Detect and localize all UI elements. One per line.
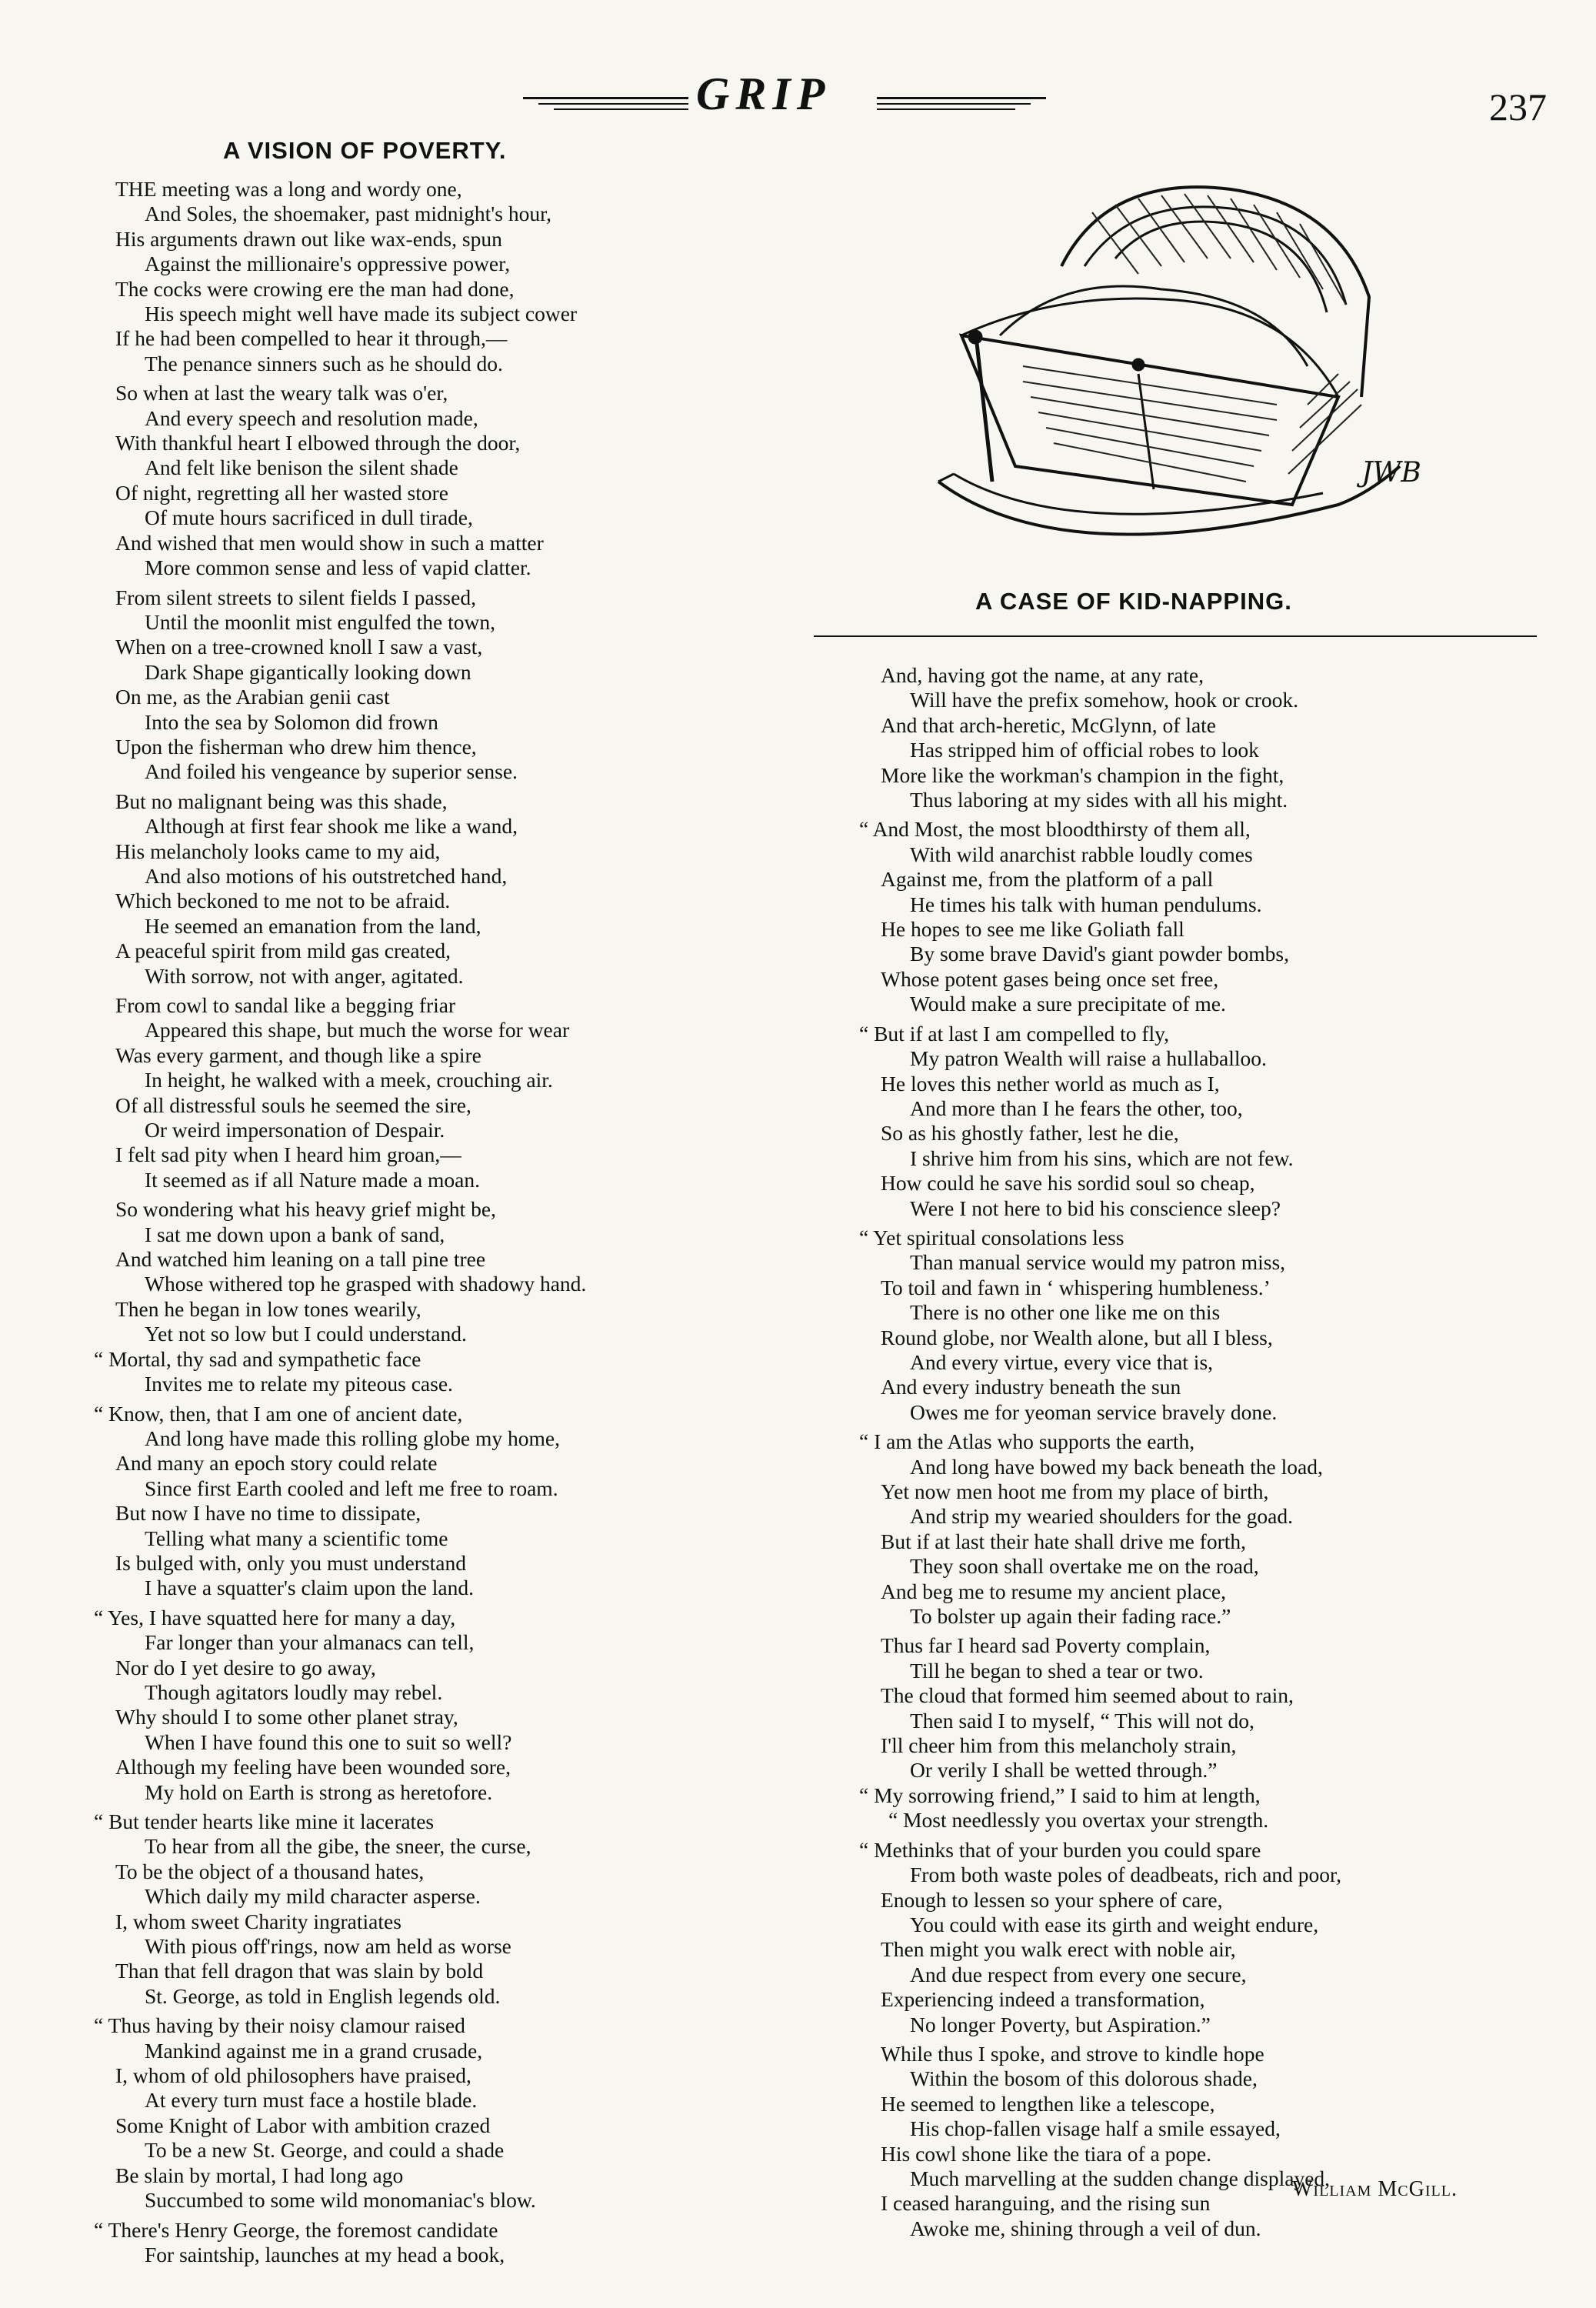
poem-line: “ Know, then, that I am one of ancient date, xyxy=(94,1401,463,1426)
poem-line: Much marvelling at the sudden change displayed, xyxy=(910,2166,1331,2190)
poem-line: For saintship, launches at my head a book, xyxy=(145,2242,505,2266)
cartoon-caption: A CASE OF KID-NAPPING. xyxy=(975,588,1292,615)
poem-line: With wild anarchist rabble loudly comes xyxy=(910,842,1253,866)
poem-line: Telling what many a scientific tome xyxy=(145,1526,448,1550)
poem-line: Thus far I heard sad Poverty complain, xyxy=(881,1633,1211,1658)
poem-line: “ I am the Atlas who supports the earth, xyxy=(859,1429,1195,1454)
masthead-rule-left xyxy=(523,97,688,99)
stanza xyxy=(115,993,586,1192)
poem-line: I'll cheer him from this melancholy strain, xyxy=(881,1733,1237,1758)
poem-line: From cowl to sandal like a begging friar xyxy=(115,993,456,1017)
poem-line: By some brave David's giant powder bombs, xyxy=(910,942,1289,966)
page-number: 237 xyxy=(1489,85,1547,128)
poem-line: Against the millionaire's oppressive power, xyxy=(145,252,511,276)
poem-line: To be a new St. George, and could a shade xyxy=(145,2138,505,2163)
poem-line: And also motions of his outstretched hand, xyxy=(145,863,508,888)
poem-line: And that arch-heretic, McGlynn, of late xyxy=(881,712,1217,737)
poem-line: Into the sea by Solomon did frown xyxy=(145,709,438,734)
poem-line: A peaceful spirit from mild gas created, xyxy=(115,939,451,963)
poem-line: My patron Wealth will raise a hullaballoo. xyxy=(910,1046,1267,1071)
poem-left-column xyxy=(94,177,587,2272)
poem-line: “ My sorrowing friend,” I said to him at length, xyxy=(859,1783,1261,1807)
poem-line: More common sense and less of vapid clatter. xyxy=(145,555,531,580)
stanza xyxy=(881,2042,1341,2241)
poem-line: He hopes to see me like Goliath fall xyxy=(881,917,1185,942)
poem-line: From both waste poles of deadbeats, rich and poor, xyxy=(910,1863,1341,1887)
poem-line: While thus I spoke, and strove to kindle hope xyxy=(881,2041,1264,2066)
poem-line: Until the moonlit mist engulfed the town, xyxy=(145,609,495,634)
poem-line: “ But tender hearts like mine it lacerates xyxy=(94,1809,435,1833)
poem-line: With thankful heart I elbowed through the door, xyxy=(115,431,521,455)
poem-line: He seemed an emanation from the land, xyxy=(145,913,481,938)
poem-line: Thus laboring at my sides with all his might. xyxy=(910,788,1288,812)
poem-line: Or weird impersonation of Despair. xyxy=(145,1118,445,1142)
poem-line: His arguments drawn out like wax-ends, spun xyxy=(115,226,502,251)
poem-line: Were I not here to bid his conscience sleep? xyxy=(910,1196,1281,1220)
poem-line: The penance sinners such as he should do. xyxy=(145,351,503,375)
section-divider xyxy=(814,635,1537,637)
poem-line: Dark Shape gigantically looking down xyxy=(145,659,471,684)
poem-line: To hear from all the gibe, the sneer, the curse, xyxy=(145,1834,531,1859)
poem-line: Although at first fear shook me like a wand, xyxy=(145,814,518,839)
poem-line: He loves this nether world as much as I, xyxy=(881,1071,1220,1096)
stanza xyxy=(115,585,586,785)
poem-line: So as his ghostly father, lest he die, xyxy=(881,1121,1179,1146)
poem-line: Why should I to some other planet stray, xyxy=(115,1705,458,1729)
poem-line: Which beckoned to me not to be afraid. xyxy=(115,889,451,913)
poem-line: And many an epoch story could relate xyxy=(115,1451,438,1476)
poem-line: Enough to lessen so your sphere of care, xyxy=(881,1887,1223,1912)
poem-line: When on a tree-crowned knoll I saw a vast, xyxy=(115,635,483,659)
poem-line: With pious off'rings, now am held as worse xyxy=(145,1934,511,1959)
cradle-illustration xyxy=(908,143,1431,574)
poem-line: St. George, as told in English legends old. xyxy=(145,1983,501,2008)
poem-line: Than that fell dragon that was slain by bold xyxy=(115,1959,484,1983)
poem-line: And due respect from every one secure, xyxy=(910,1962,1247,1986)
poem-line: But if at last their hate shall drive me forth, xyxy=(881,1529,1247,1553)
poem-line: The cocks were crowing ere the man had done, xyxy=(115,276,515,301)
poem-line: Be slain by mortal, I had long ago xyxy=(115,2163,404,2187)
stanza xyxy=(94,1401,586,1601)
poem-line: His cowl shone like the tiara of a pope. xyxy=(881,2141,1211,2166)
poem-line: And watched him leaning on a tall pine tree xyxy=(115,1247,486,1272)
poem-line: Till he began to shed a tear or two. xyxy=(910,1658,1204,1683)
poem-line: Awoke me, shining through a veil of dun. xyxy=(910,2216,1261,2240)
poem-line: When I have found this one to suit so well? xyxy=(145,1729,512,1754)
poem-line: I shrive him from his sins, which are not few. xyxy=(910,1146,1294,1170)
stanza xyxy=(115,789,586,989)
poem-line: Against me, from the platform of a pall xyxy=(881,867,1214,892)
poem-line: “ And Most, the most bloodthirsty of them all, xyxy=(859,817,1251,842)
poem-line: “ Most needlessly you overtax your strength. xyxy=(888,1808,1269,1833)
stanza xyxy=(859,1633,1341,1833)
poem-line: Upon the fisherman who drew him thence, xyxy=(115,734,477,759)
poem-line: It seemed as if all Nature made a moan. xyxy=(145,1167,480,1192)
poem-line: With sorrow, not with anger, agitated. xyxy=(145,963,464,988)
poem-line: And strip my wearied shoulders for the goad. xyxy=(910,1504,1293,1529)
poem-line: And foiled his vengeance by superior sense. xyxy=(145,759,518,784)
poem-line: He seemed to lengthen like a telescope, xyxy=(881,2091,1215,2116)
poem-line: He times his talk with human pendulums. xyxy=(910,892,1262,916)
stanza xyxy=(94,1809,586,2009)
poem-line: Of mute hours sacrificed in dull tirade, xyxy=(145,505,473,530)
poem-line: Invites me to relate my piteous case. xyxy=(145,1372,453,1396)
poem-line: And beg me to resume my ancient place, xyxy=(881,1579,1227,1603)
poem-line: To bolster up again their fading race.” xyxy=(910,1604,1231,1629)
poem-line: “ Thus having by their noisy clamour raised xyxy=(94,2013,465,2038)
masthead-title: GRIP xyxy=(696,68,831,119)
poem-right-column xyxy=(859,663,1341,2246)
stanza xyxy=(94,2013,586,2213)
masthead xyxy=(0,68,1596,132)
poem-line: At every turn must face a hostile blade. xyxy=(145,2088,478,2113)
poem-line: If he had been compelled to hear it through,— xyxy=(115,326,508,351)
poem-line: I felt sad pity when I heard him groan,— xyxy=(115,1142,461,1167)
poem-line: But now I have no time to dissipate, xyxy=(115,1501,421,1526)
poem-line: To be the object of a thousand hates, xyxy=(115,1859,425,1883)
poem-line: My hold on Earth is strong as heretofore. xyxy=(145,1779,493,1804)
poem-line: I have a squatter's claim upon the land. xyxy=(145,1576,475,1600)
poem-line: How could he save his sordid soul so cheap, xyxy=(881,1171,1255,1196)
poem-line: Far longer than your almanacs can tell, xyxy=(145,1630,475,1655)
poem-line: And more than I he fears the other, too, xyxy=(910,1096,1243,1120)
stanza xyxy=(94,1197,587,1396)
poem-line: Than manual service would my patron miss, xyxy=(910,1250,1286,1275)
poem-line: Round globe, nor Wealth alone, but all I bless, xyxy=(881,1325,1273,1349)
poem-line: Yet not so low but I could understand. xyxy=(145,1322,467,1346)
poem-line: Yet now men hoot me from my place of birth, xyxy=(881,1479,1269,1503)
poem-line: Since first Earth cooled and left me free to roam. xyxy=(145,1476,558,1500)
poem-line: I sat me down upon a bank of sand, xyxy=(145,1222,445,1246)
poem-line: Is bulged with, only you must understand xyxy=(115,1550,467,1575)
poem-title: A VISION OF POVERTY. xyxy=(223,137,507,164)
stanza xyxy=(881,663,1341,812)
poem-line: I, whom of old philosophers have praised, xyxy=(115,2063,471,2088)
poem-line: Nor do I yet desire to go away, xyxy=(115,1655,376,1679)
poem-line: Which daily my mild character asperse. xyxy=(145,1884,481,1909)
poem-line: And every speech and resolution made, xyxy=(145,405,478,430)
poem-line: I ceased haranguing, and the rising sun xyxy=(881,2191,1211,2216)
poem-line: Some Knight of Labor with ambition crazed xyxy=(115,2113,491,2137)
poem-line: And, having got the name, at any rate, xyxy=(881,663,1204,687)
poem-line: Was every garment, and though like a spire xyxy=(115,1042,481,1067)
stanza xyxy=(94,1605,586,1805)
stanza xyxy=(859,1429,1341,1629)
poem-line: And every virtue, every vice that is, xyxy=(910,1349,1214,1374)
poem-line: In height, he walked with a meek, crouching air. xyxy=(145,1068,553,1092)
poem-line: Of all distressful souls he seemed the sire, xyxy=(115,1092,471,1117)
poem-line: And Soles, the shoemaker, past midnight's hour, xyxy=(145,202,552,226)
poem-author: William McGill. xyxy=(1292,2177,1458,2201)
poem-line: Experiencing indeed a transformation, xyxy=(881,1987,1205,2012)
poem-line: “ Methinks that of your burden you could spare xyxy=(859,1837,1261,1862)
poem-line: Owes me for yeoman service bravely done. xyxy=(910,1399,1278,1424)
poem-line: You could with ease its girth and weight endure, xyxy=(910,1912,1319,1936)
stanza xyxy=(859,1837,1341,2037)
poem-line: Then he began in low tones wearily, xyxy=(115,1296,421,1321)
poem-line: Has stripped him of official robes to look xyxy=(910,738,1259,762)
poem-line: His melancholy looks came to my aid, xyxy=(115,839,441,863)
poem-line: And felt like benison the silent shade xyxy=(145,455,458,480)
poem-line: Would make a sure precipitate of me. xyxy=(910,992,1226,1016)
poem-line: “ Mortal, thy sad and sympathetic face xyxy=(94,1346,421,1371)
poem-line: On me, as the Arabian genii cast xyxy=(115,685,390,709)
poem-line: The cloud that formed him seemed about to rain, xyxy=(881,1683,1294,1708)
poem-line: But no malignant being was this shade, xyxy=(115,789,448,813)
masthead-rule-right-2 xyxy=(877,103,1031,105)
poem-line: Then said I to myself, “ This will not do, xyxy=(910,1708,1254,1733)
stanza xyxy=(859,1225,1341,1425)
poem-line: To toil and fawn in ‘ whispering humbleness.’ xyxy=(881,1275,1271,1299)
poem-line: And wished that men would show in such a matter xyxy=(115,530,544,555)
poem-line: His speech might well have made its subject cower xyxy=(145,302,578,326)
poem-line: I, whom sweet Charity ingratiates xyxy=(115,1909,401,1933)
poem-line: Or verily I shall be wetted through.” xyxy=(910,1758,1218,1783)
poem-line: Mankind against me in a grand crusade, xyxy=(145,2038,483,2063)
stanza xyxy=(859,1021,1341,1221)
poem-line: So wondering what his heavy grief might be, xyxy=(115,1197,496,1222)
masthead-rule-left-2 xyxy=(538,103,688,105)
artist-signature: JWB xyxy=(1361,457,1421,489)
masthead-rule-right xyxy=(877,97,1046,99)
masthead-rule-right-3 xyxy=(877,108,1015,110)
poem-line: His chop-fallen visage half a smile essayed, xyxy=(910,2116,1281,2141)
poem-line: They soon shall overtake me on the road, xyxy=(910,1554,1259,1579)
poem-line: Whose withered top he grasped with shadowy hand. xyxy=(145,1272,587,1296)
poem-line: No longer Poverty, but Aspiration.” xyxy=(910,2012,1211,2036)
masthead-rule-left-3 xyxy=(554,108,688,110)
poem-line: From silent streets to silent fields I passed, xyxy=(115,585,476,609)
poem-line: Whose potent gases being once set free, xyxy=(881,966,1219,991)
poem-line: Will have the prefix somehow, hook or crook. xyxy=(910,688,1298,712)
stanza xyxy=(94,2217,586,2268)
poem-line: Succumbed to some wild monomaniac's blow. xyxy=(145,2188,536,2213)
poem-line: Within the bosom of this dolorous shade, xyxy=(910,2066,1258,2091)
poem-line: Though agitators loudly may rebel. xyxy=(145,1679,443,1704)
poem-line: “ Yes, I have squatted here for many a day, xyxy=(94,1605,456,1629)
poem-line: There is no other one like me on this xyxy=(910,1300,1221,1325)
poem-line: Then might you walk erect with noble air, xyxy=(881,1937,1236,1962)
poem-line: Of night, regretting all her wasted store xyxy=(115,480,448,505)
poem-line: “ Yet spiritual consolations less xyxy=(859,1225,1125,1249)
poem-line: “ But if at last I am compelled to fly, xyxy=(859,1021,1169,1046)
poem-line: And long have bowed my back beneath the load, xyxy=(910,1454,1323,1479)
poem-line: And every industry beneath the sun xyxy=(881,1375,1181,1399)
stanza xyxy=(115,381,586,580)
poem-line: “ There's Henry George, the foremost candidate xyxy=(94,2217,498,2242)
poem-line: And long have made this rolling globe my home, xyxy=(145,1426,560,1450)
poem-line: THE meeting was a long and wordy one, xyxy=(115,177,462,201)
poem-line: Appeared this shape, but much the worse for wear xyxy=(145,1018,570,1042)
poem-line: Although my feeling have been wounded sore, xyxy=(115,1755,511,1779)
poem-line: So when at last the weary talk was o'er, xyxy=(115,381,448,405)
stanza xyxy=(115,177,586,376)
poem-line: More like the workman's champion in the fight, xyxy=(881,762,1284,787)
stanza xyxy=(859,817,1341,1016)
